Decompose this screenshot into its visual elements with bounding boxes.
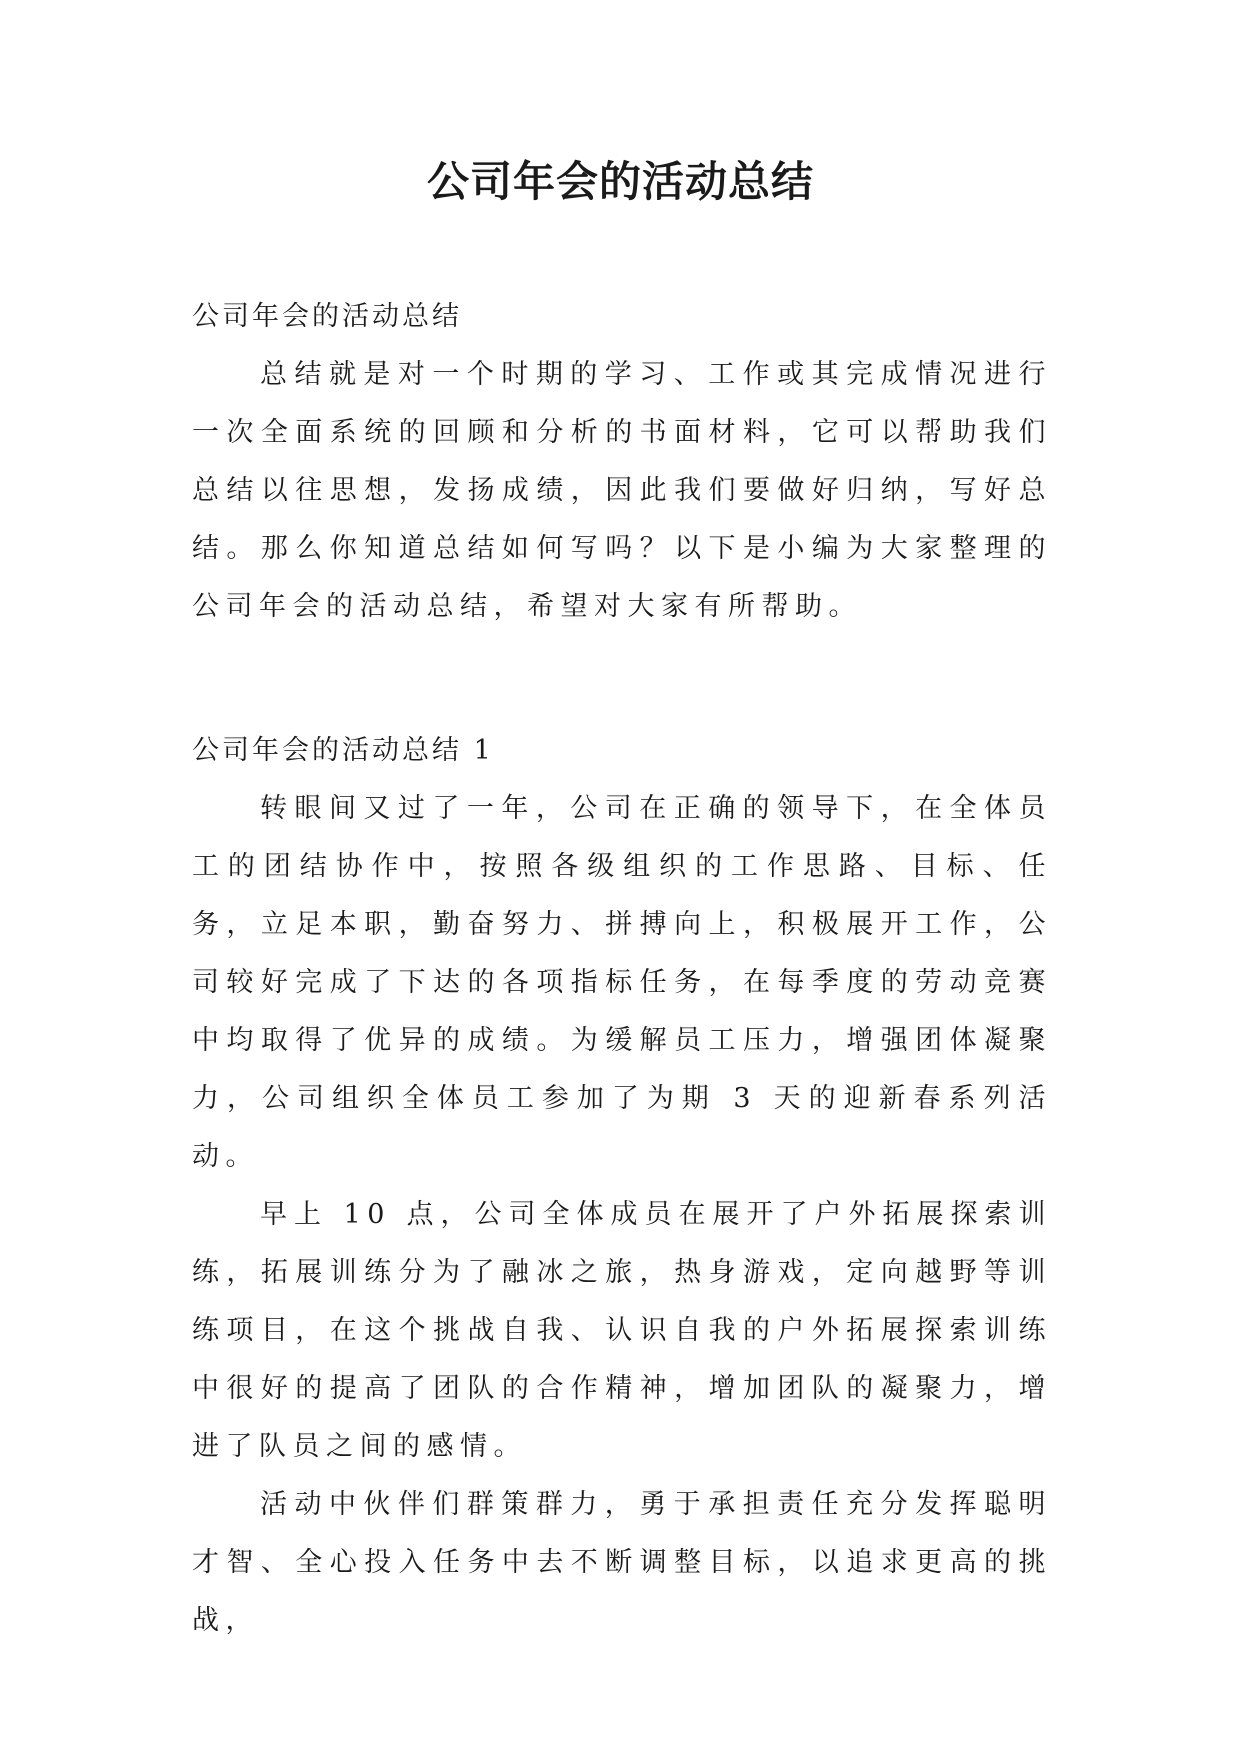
intro-body: [192, 346, 1052, 636]
section-1-body: [192, 780, 1052, 1650]
intro-paragraph: 总结就是对一个时期的学习、工作或其完成情况进行一次全面系统的回顾和分析的书面材料，它可以帮助我们总结以往思想，发扬成绩，因此我们要做好归纳，写好总结。那么你知道总结如何写吗？以下是小编为大家整理的公司年会的活动总结，希望对大家有所帮助。: [192, 359, 1052, 622]
section-1-paragraph-2: 早上 10 点，公司全体成员在展开了户外拓展探索训练，拓展训练分为了融冰之旅，热身游戏，定向越野等训练项目，在这个挑战自我、认识自我的户外拓展探索训练中很好的提高了团队的合作精神，增加团队的凝聚力，增进了队员之间的感情。: [192, 1199, 1052, 1462]
section-1-paragraph-1: 转眼间又过了一年，公司在正确的领导下，在全体员工的团结协作中，按照各级组织的工作思路、目标、任务，立足本职，勤奋努力、拼搏向上，积极展开工作，公司较好完成了下达的各项指标任务，在每季度的劳动竞赛中均取得了优异的成绩。为缓解员工压力，增强团体凝聚力，公司组织全体员工参加了为期 3 天的迎新春系列活动。: [192, 793, 1052, 1172]
section-1-heading: 公司年会的活动总结 1: [192, 735, 494, 766]
intro-heading: 公司年会的活动总结: [192, 301, 462, 332]
section-1-paragraph-3: 活动中伙伴们群策群力，勇于承担责任充分发挥聪明才智、全心投入任务中去不断调整目标，以追求更高的挑战，: [192, 1489, 1052, 1636]
document-title: 公司年会的活动总结: [426, 157, 814, 206]
